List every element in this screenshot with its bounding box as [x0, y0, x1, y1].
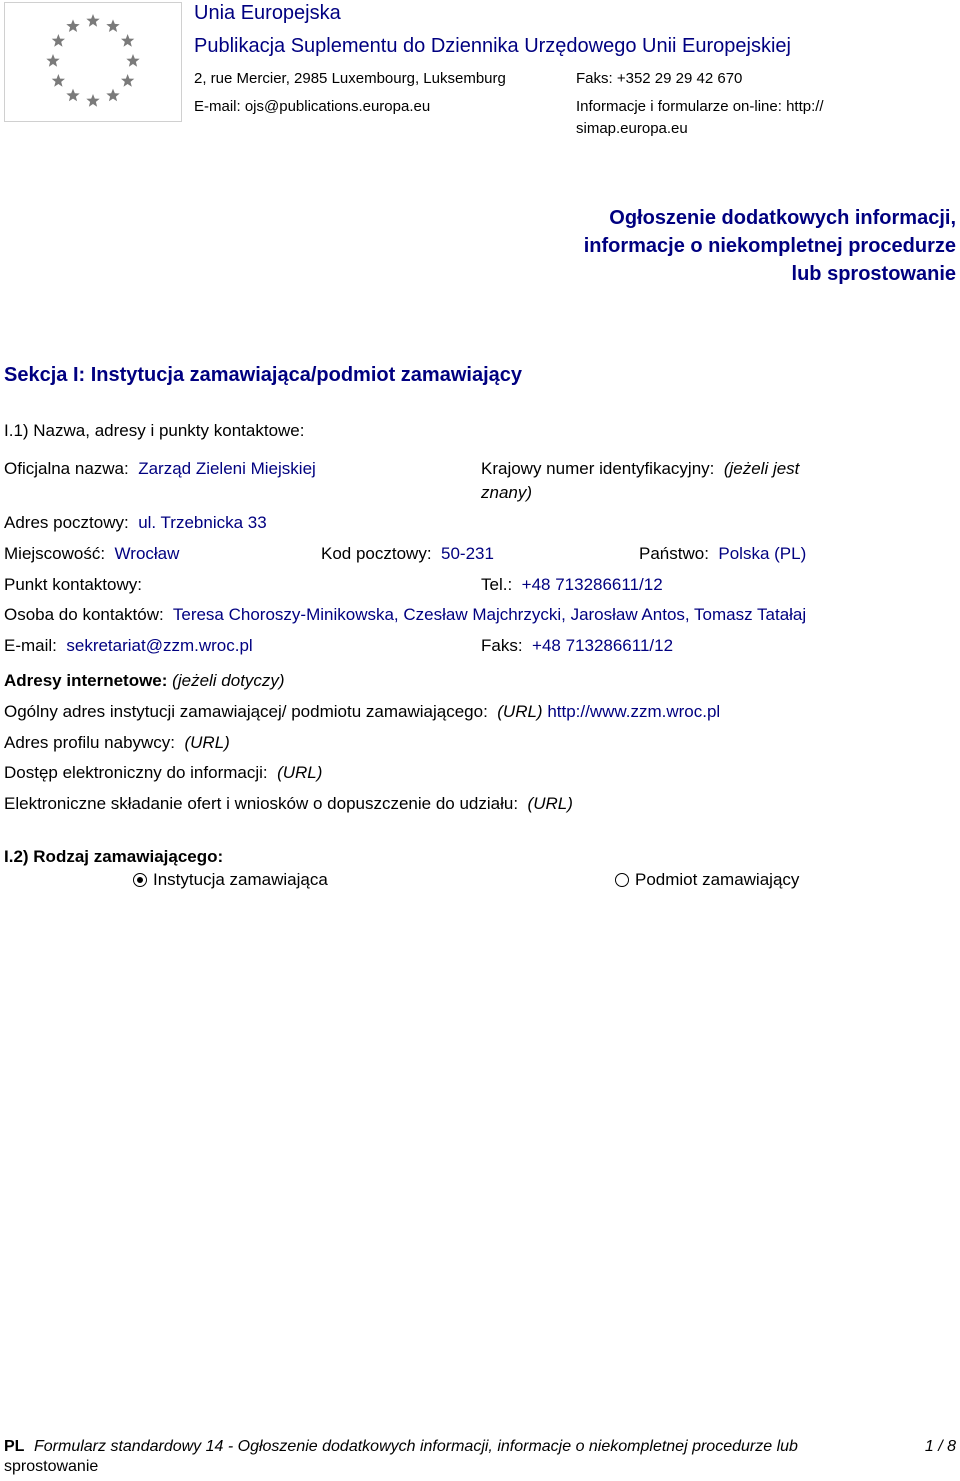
national-id-note: (jeżeli jest: [723, 459, 800, 478]
publisher-org: Unia Europejska: [194, 2, 341, 24]
general-url-row: [4, 702, 720, 722]
email-value[interactable]: sekretariat@zzm.wroc.pl: [66, 636, 253, 655]
e-submission-url-tag: (URL): [527, 794, 573, 813]
page-footer: [4, 1438, 956, 1476]
general-url-tag: (URL): [497, 702, 543, 721]
email-row: [4, 636, 253, 656]
publisher-email: E-mail: ojs@publications.europa.eu: [194, 98, 431, 115]
general-url-label: Ogólny adres instytucji zamawiającej/ podmiotu zamawiającego:: [4, 702, 488, 721]
contact-point-label: Punkt kontaktowy:: [4, 575, 142, 594]
footer-form-line2: sprostowanie: [4, 1458, 99, 1475]
e-access-url-tag: (URL): [277, 763, 323, 782]
contracting-authority-option[interactable]: [133, 870, 328, 890]
eu-flag-logo: [4, 2, 182, 122]
general-url-link[interactable]: http://www.zzm.wroc.pl: [547, 702, 721, 721]
town-row: [4, 544, 179, 564]
footer-form-line1: Formularz standardowy 14 - Ogłoszenie dodatkowych informacji, informacje o niekompletnej procedurze lub: [34, 1438, 798, 1455]
fax-row: [481, 636, 673, 656]
tel-row: [481, 575, 663, 595]
postal-value: ul. Trzebnicka 33: [138, 513, 267, 532]
contact-person-value: Teresa Choroszy-Minikowska, Czesław Majchrzycki, Jarosław Antos, Tomasz Tatałaj: [172, 605, 807, 624]
publisher-address: 2, rue Mercier, 2985 Luxembourg, Luksemburg: [194, 70, 506, 87]
national-id-label: Krajowy numer identyfikacyjny:: [481, 459, 715, 478]
official-name-row: [4, 459, 316, 479]
postal-row: [4, 513, 267, 533]
fax-value: +48 713286611/12: [532, 636, 674, 655]
country-value: Polska (PL): [718, 544, 807, 563]
publisher-info-line2: simap.europa.eu: [576, 120, 688, 137]
star-icon: [66, 19, 79, 32]
star-icon: [52, 34, 65, 47]
e-access-label: Dostęp elektroniczny do informacji:: [4, 763, 268, 782]
star-icon: [126, 54, 139, 67]
tel-label: Tel.:: [481, 575, 513, 594]
fax-label: Faks:: [481, 636, 523, 655]
star-icon: [52, 74, 65, 87]
contracting-entity-option[interactable]: [615, 870, 799, 890]
town-label: Miejscowość:: [4, 544, 106, 563]
contact-person-row: [4, 605, 806, 625]
star-icon: [86, 94, 99, 107]
postcode-label: Kod pocztowy:: [321, 544, 432, 563]
official-name-value: Zarząd Zieleni Miejskiej: [138, 459, 316, 478]
internet-label: Adresy internetowe:: [4, 671, 168, 690]
footer-page-number: 1 / 8: [924, 1438, 956, 1455]
footer-lang: PL: [4, 1438, 25, 1455]
star-icon: [106, 89, 119, 102]
e-submission-label: Elektroniczne składanie ofert i wniosków o dopuszczenie do udziału:: [4, 794, 519, 813]
email-label: E-mail:: [4, 636, 57, 655]
internet-note: (jeżeli dotyczy): [172, 671, 285, 690]
national-id-note-2: znany): [481, 483, 533, 502]
tel-value: +48 713286611/12: [521, 575, 663, 594]
buyer-profile-url-tag: (URL): [184, 733, 230, 752]
postcode-row: [321, 544, 494, 564]
notice-title: Ogłoszenie dodatkowych informacji, informacje o niekompletnej procedurze lub sprostowanie: [583, 207, 956, 285]
star-icon: [121, 74, 134, 87]
section-title: Sekcja I: Instytucja zamawiająca/podmiot zamawiający: [4, 364, 522, 386]
contracting-entity-label: Podmiot zamawiający: [635, 870, 800, 889]
national-id-row: [481, 459, 799, 479]
postcode-value: 50-231: [441, 544, 494, 563]
contact-person-label: Osoba do kontaktów:: [4, 605, 164, 624]
e-submission-row: [4, 794, 573, 814]
official-name-label: Oficjalna nazwa:: [4, 459, 129, 478]
radio-unselected-icon[interactable]: [615, 873, 629, 887]
publisher-info-line1: Informacje i formularze on-line: http://: [576, 98, 824, 115]
eu-stars-icon: [5, 3, 181, 121]
star-icon: [106, 19, 119, 32]
internet-row: [4, 671, 285, 691]
country-row: [639, 544, 806, 564]
town-value: Wrocław: [114, 544, 180, 563]
star-icon: [86, 14, 99, 27]
contracting-authority-label: Instytucja zamawiająca: [153, 870, 328, 889]
radio-selected-icon[interactable]: [133, 873, 147, 887]
star-icon: [46, 54, 59, 67]
buyer-profile-label: Adres profilu nabywcy:: [4, 733, 176, 752]
postal-label: Adres pocztowy:: [4, 513, 129, 532]
buyer-profile-row: [4, 733, 230, 753]
publisher-fax: Faks: +352 29 29 42 670: [576, 70, 743, 87]
country-label: Państwo:: [639, 544, 709, 563]
star-icon: [121, 34, 134, 47]
s1-2-heading: I.2) Rodzaj zamawiającego:: [4, 847, 224, 866]
star-icon: [66, 89, 79, 102]
e-access-row: [4, 763, 322, 783]
s1-1-heading: I.1) Nazwa, adresy i punkty kontaktowe:: [4, 421, 305, 440]
publisher-name: Publikacja Suplementu do Dziennika Urzędowego Unii Europejskiej: [194, 35, 791, 57]
